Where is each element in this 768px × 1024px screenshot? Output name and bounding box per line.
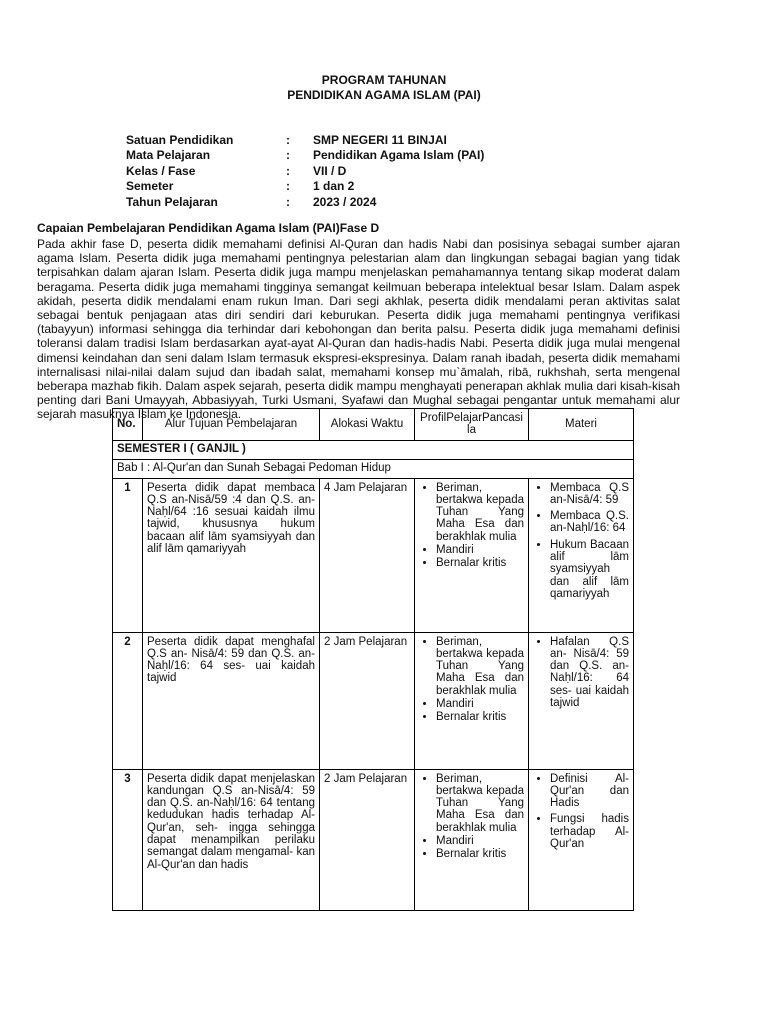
identity-separator: :: [286, 179, 290, 194]
row-number: 1: [113, 478, 143, 632]
list-item: • Membaca Q.S. an-Naḥl/16: 64: [550, 510, 629, 535]
identity-label: Kelas / Fase: [126, 163, 196, 178]
list-item: • Bernalar kritis: [436, 711, 524, 723]
row-alur: Peserta didik dapat menghafal Q.S an- Nisā/4: 59 dan Q.S. an-Naḥl/16: 64 ses- uai kaidah tajwid: [143, 632, 320, 769]
row-number: 3: [113, 769, 143, 910]
row-profil: [415, 632, 529, 769]
identity-row: [126, 195, 484, 210]
list-item: • Bernalar kritis: [436, 557, 524, 569]
row-profil: [415, 478, 529, 632]
list-item: • Beriman, bertakwa kepada Tuhan Yang Maha Esa dan berakhlak mulia: [436, 636, 524, 697]
identity-label: Mata Pelajaran: [126, 148, 211, 163]
row-alokasi: 2 Jam Pelajaran: [320, 632, 415, 769]
row-materi: [529, 478, 634, 632]
table-row: [113, 769, 634, 910]
table-row: [113, 478, 634, 632]
header-no: No.: [113, 409, 143, 441]
profil-list: [419, 636, 524, 724]
materi-list: [533, 482, 629, 601]
header-profil: ProfilPelajarPancasila: [415, 409, 529, 441]
row-alur: Peserta didik dapat menjelaskan kandungan Q.S an-Nisā/4: 59 dan Q.S. an-Naḥl/16: 64 tentang kedudukan hadis terhadap Al-Qur'an, seh- ingga sehingga dapat menampilkan perilaku semangat dalam mengamal- kan Al-Qur'an dan hadis: [143, 769, 320, 910]
list-item: • Bernalar kritis: [436, 848, 524, 860]
identity-label: Satuan Pendidikan: [126, 133, 234, 147]
list-item: • Hafalan Q.S an- Nisā/4: 59 dan Q.S. an-Naḥl/16: 64 ses- uai kaidah tajwid: [550, 636, 629, 710]
identity-value: SMP NEGERI 11 BINJAI: [313, 133, 447, 147]
row-alokasi: 2 Jam Pelajaran: [320, 769, 415, 910]
identity-separator: :: [286, 148, 290, 163]
identity-value: 2023 / 2024: [313, 194, 377, 209]
capaian-paragraph: Pada akhir fase D, peserta didik memahami definisi Al-Quran dan hadis Nabi dan posisinya sebagai sumber ajaran agama Islam. Peserta didik juga memahami pentingnya pelestarian alam dan lingkungan sebagai bagian yang tidak terpisahkan dalam ajaran Islam. Peserta didik juga mampu menjelaskan pemahamannya tentang sikap moderat dalam beragama. Peserta didik juga memahami tingginya semangat keilmuan beberapa intelektual besar Islam. Dalam aspek akidah, peserta didik mendalami enam rukun Iman. Dari segi akhlak, peserta didik mendalami peran aktivitas salat sebagai bentuk penjagaan atas diri sendiri dari keburukan. Peserta didik juga memahami pentingnya verifikasi (tabayyun) informasi sehingga dia terhindar dari kebohongan dan berita palsu. Peserta didik juga memahami definisi toleransi dalam tradisi Islam berdasarkan ayat-ayat Al-Quran dan hadis-hadis Nabi. Peserta didik juga mulai mengenal dimensi keindahan dan seni dalam Islam termasuk ekspresi-ekspresinya. Dalam ranah ibadah, peserta didik memahami internalisasi nilai-nilai dalam sujud dan ibadah salat, memahami konsep mu`āmalah, ribā, rukhshah, serta mengenal beberapa mazhab fikih. Dalam aspek sejarah, peserta didik mampu menghayati penerapan akhlak mulia dari kisah-kisah penting dari Bani Umayyah, Abbasiyyah, Turki Usmani, Syafawi dan Mughal sebagai pengantar untuk memahami alur sejarah masuknya Islam ke Indonesia.: [37, 237, 680, 422]
identity-value: 1 dan 2: [313, 179, 355, 194]
row-profil: [415, 769, 529, 910]
list-item: • Definisi Al-Qur'an dan Hadis: [550, 773, 629, 810]
materi-list: [533, 773, 629, 851]
header-alur: Alur Tujuan Pembelajaran: [143, 409, 320, 441]
table-row: [113, 632, 634, 769]
table-header-row: [113, 409, 634, 441]
semester-label: SEMESTER I ( GANJIL ): [113, 440, 634, 459]
identity-row: [126, 133, 484, 148]
identity-table: [126, 133, 484, 210]
identity-row: [126, 164, 484, 179]
bab-row: [113, 459, 634, 478]
header-alokasi: Alokasi Waktu: [320, 409, 415, 441]
identity-separator: :: [286, 194, 290, 209]
identity-separator: :: [286, 163, 290, 178]
materi-list: [533, 636, 629, 710]
identity-value: VII / D: [313, 163, 347, 178]
identity-row: [126, 179, 484, 194]
header-materi: Materi: [529, 409, 634, 441]
list-item: • Hukum Bacaan alif lām syamsiyyah dan alif lām qamariyyah: [550, 539, 629, 600]
list-item: • Beriman, bertakwa kepada Tuhan Yang Maha Esa dan berakhlak mulia: [436, 773, 524, 834]
list-item: • Membaca Q.S an-Nisā/4: 59: [550, 482, 629, 507]
identity-label: Tahun Pelajaran: [126, 194, 218, 209]
identity-label: Semeter: [126, 179, 174, 194]
list-item: • Beriman, bertakwa kepada Tuhan Yang Maha Esa dan berakhlak mulia: [436, 482, 524, 543]
profil-list: [419, 773, 524, 861]
list-item: • Fungsi hadis terhadap Al-Qur'an: [550, 813, 629, 850]
list-item: • Mandiri: [436, 544, 524, 556]
title-line-2: PENDIDIKAN AGAMA ISLAM (PAI): [287, 88, 481, 102]
profil-list: [419, 482, 524, 570]
row-materi: [529, 632, 634, 769]
identity-separator: :: [286, 133, 290, 147]
identity-row: [126, 148, 484, 163]
list-item: • Mandiri: [436, 698, 524, 710]
row-alokasi: 4 Jam Pelajaran: [320, 478, 415, 632]
bab-label: Bab I : Al-Qur'an dan Sunah Sebagai Pedoman Hidup: [113, 459, 634, 478]
row-alur: Peserta didik dapat membaca Q.S an-Nisā/59 :4 dan Q.S. an-Naḥl/64 :16 sesuai kaidah ilmu tajwid, khususnya hukum bacaan alif lām syamsiyyah dan alif lām qamariyyah: [143, 478, 320, 632]
identity-value: Pendidikan Agama Islam (PAI): [313, 148, 485, 163]
capaian-title: Capaian Pembelajaran Pendidikan Agama Islam (PAI)Fase D: [37, 221, 380, 235]
list-item: • Mandiri: [436, 835, 524, 847]
program-table: [112, 408, 634, 911]
row-materi: [529, 769, 634, 910]
row-number: 2: [113, 632, 143, 769]
title-line-1: PROGRAM TAHUNAN: [321, 73, 447, 87]
document-title: [0, 73, 768, 103]
semester-row: [113, 440, 634, 459]
